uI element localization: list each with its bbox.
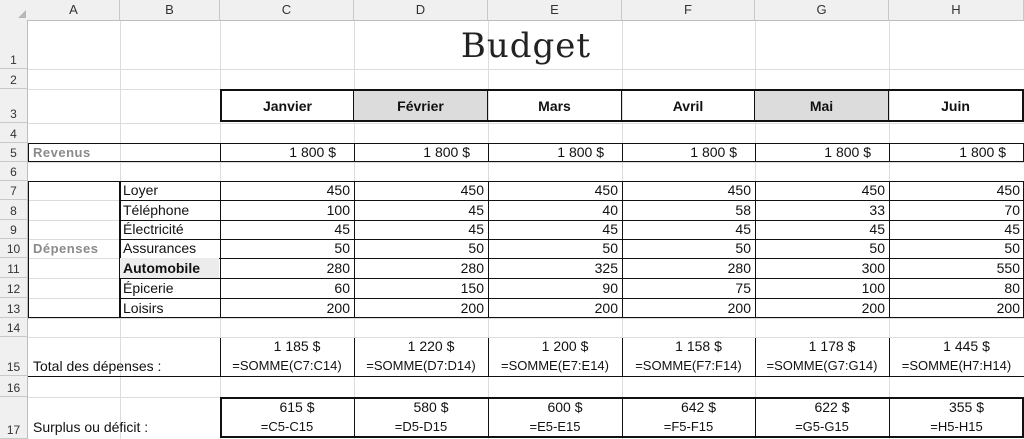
expense-name-cell[interactable]: Assurances [123, 240, 197, 256]
total-formula-cell[interactable]: =SOMME(H7:H14) [901, 358, 1012, 373]
row-number: 16 [6, 381, 21, 395]
column-header-a[interactable]: A [28, 0, 120, 21]
select-all-corner[interactable] [0, 0, 29, 21]
expense-value-cell[interactable]: 300 [861, 260, 885, 276]
expense-value-cell[interactable]: 100 [861, 280, 885, 296]
sheet-title: Budget [460, 26, 592, 66]
expense-value-cell[interactable]: 50 [869, 240, 885, 256]
expense-value-cell[interactable]: 550 [996, 260, 1020, 276]
row-header-6[interactable] [0, 162, 28, 181]
month-header-cell[interactable]: Janvier [220, 89, 354, 122]
surplus-value-cell[interactable]: 622 $ [814, 399, 850, 415]
row-header-2[interactable] [0, 69, 28, 89]
column-header-h[interactable]: H [889, 0, 1024, 21]
expense-name-cell[interactable]: Loisirs [123, 300, 164, 316]
row-header-7[interactable] [0, 181, 28, 200]
column-header-e[interactable]: E [488, 0, 622, 21]
expense-value-cell[interactable]: 150 [460, 280, 484, 296]
row-number: 4 [10, 127, 17, 141]
surplus-value-cell[interactable]: 615 $ [279, 399, 315, 415]
expense-value-cell[interactable]: 200 [861, 300, 885, 316]
expense-value-cell[interactable]: 58 [735, 202, 751, 218]
expense-value-cell[interactable]: 50 [334, 240, 350, 256]
row-header-17[interactable] [0, 397, 28, 439]
total-value-cell[interactable]: 1 158 $ [675, 338, 722, 354]
expense-value-cell[interactable]: 45 [869, 221, 885, 237]
total-formula-cell[interactable]: =SOMME(D7:D14) [366, 358, 476, 373]
row-header-8[interactable] [0, 200, 28, 220]
expense-value-cell[interactable]: 45 [1004, 221, 1020, 237]
expense-value-cell[interactable]: 450 [460, 182, 484, 198]
surplus-label[interactable]: Surplus ou déficit : [33, 419, 149, 435]
revenue-label[interactable]: Revenus [33, 145, 91, 160]
surplus-value-cell[interactable]: 642 $ [680, 399, 717, 415]
row-number: 11 [7, 262, 20, 276]
surplus-formula-cell[interactable]: =E5-E15 [529, 419, 581, 434]
expense-name-cell[interactable]: Loyer [123, 182, 159, 198]
expense-value-cell[interactable]: 200 [727, 300, 751, 316]
row-number: 14 [6, 321, 21, 335]
expense-value-cell[interactable]: 450 [326, 182, 350, 198]
row-number: 7 [10, 184, 17, 198]
expense-value-cell[interactable]: 100 [326, 202, 350, 218]
surplus-value-cell[interactable]: 600 $ [547, 399, 583, 415]
expense-value-cell[interactable]: 200 [460, 300, 484, 316]
month-header-cell[interactable]: Juin [889, 89, 1024, 122]
row-number: 9 [10, 223, 17, 237]
row-number: 12 [6, 282, 21, 296]
row-number: 3 [10, 107, 17, 121]
gridline-horizontal [28, 162, 1024, 163]
month-header-cell[interactable]: Avril [622, 89, 755, 122]
surplus-value-cell[interactable]: 580 $ [413, 399, 449, 415]
surplus-value-cell[interactable]: 355 $ [948, 399, 985, 415]
row-header-15[interactable] [0, 337, 28, 376]
total-formula-cell[interactable]: =SOMME(G7:G14) [766, 358, 878, 373]
row-header-10[interactable] [0, 239, 28, 258]
revenue-cell[interactable]: 1 800 $ [824, 144, 871, 160]
row-number: 6 [10, 165, 17, 179]
expense-value-cell[interactable]: 200 [594, 300, 618, 316]
expense-value-cell[interactable]: 70 [1004, 202, 1020, 218]
expense-value-cell[interactable]: 50 [602, 240, 618, 256]
gridline-horizontal [28, 318, 1024, 319]
surplus-formula-cell[interactable]: =C5-C15 [260, 419, 314, 434]
row-header-4[interactable] [0, 123, 28, 143]
total-formula-cell[interactable]: =SOMME(C7:C14) [232, 358, 342, 373]
expense-value-cell[interactable]: 50 [1004, 240, 1020, 256]
column-header-f[interactable]: F [622, 0, 755, 21]
expense-value-cell[interactable]: 200 [326, 300, 350, 316]
surplus-formula-cell[interactable]: =H5-H15 [930, 419, 983, 434]
surplus-formula-cell[interactable]: =G5-G15 [795, 419, 849, 434]
expense-value-cell[interactable]: 450 [727, 182, 751, 198]
total-value-cell[interactable]: 1 178 $ [808, 338, 856, 354]
total-formula-cell[interactable]: =SOMME(F7:F14) [635, 358, 742, 373]
row-header-1[interactable] [0, 20, 28, 69]
row-header-16[interactable] [0, 376, 28, 397]
expense-name-cell[interactable]: Épicerie [123, 280, 174, 296]
expense-value-cell[interactable]: 45 [468, 221, 484, 237]
expense-value-cell[interactable]: 450 [996, 182, 1020, 198]
row-header-14[interactable] [0, 318, 28, 337]
surplus-formula-cell[interactable]: =D5-D15 [394, 419, 448, 434]
expense-value-cell[interactable]: 45 [468, 202, 484, 218]
month-header-cell[interactable]: Mars [488, 89, 622, 122]
total-formula-cell[interactable]: =SOMME(E7:E14) [500, 358, 609, 373]
total-value-cell[interactable]: 1 220 $ [407, 338, 455, 354]
row-header-13[interactable] [0, 298, 28, 318]
expense-value-cell[interactable]: 200 [996, 300, 1020, 316]
gridline-horizontal [28, 123, 1024, 124]
expense-value-cell[interactable]: 80 [1004, 280, 1020, 296]
total-value-cell[interactable]: 1 200 $ [541, 338, 589, 354]
row-header-12[interactable] [0, 278, 28, 298]
row-header-3[interactable] [0, 89, 28, 123]
expense-value-cell[interactable]: 45 [602, 221, 618, 237]
total-label[interactable]: Total des dépenses : [33, 358, 162, 374]
row-header-9[interactable] [0, 220, 28, 239]
expense-value-cell[interactable]: 50 [735, 240, 751, 256]
expense-value-cell[interactable]: 50 [468, 240, 484, 256]
expense-value-cell[interactable]: 60 [334, 280, 350, 296]
column-header-b[interactable]: B [120, 0, 220, 21]
expense-value-cell[interactable]: 450 [594, 182, 618, 198]
expense-value-cell[interactable]: 45 [735, 221, 751, 237]
expenses-label[interactable]: Dépenses [33, 241, 99, 256]
row-number: 15 [6, 360, 21, 374]
revenue-cell[interactable]: 1 800 $ [690, 144, 737, 160]
row-header-11[interactable] [0, 258, 28, 278]
revenue-cell[interactable]: 1 800 $ [959, 144, 1006, 160]
expense-value-cell[interactable]: 280 [727, 260, 751, 276]
expense-value-cell[interactable]: 450 [861, 182, 885, 198]
row-number: 5 [10, 146, 17, 160]
row-number: 17 [6, 423, 21, 437]
column-header-c[interactable]: C [220, 0, 354, 21]
total-value-cell[interactable]: 1 185 $ [273, 338, 321, 354]
revenue-cell[interactable]: 1 800 $ [557, 144, 604, 160]
row-number: 2 [10, 73, 17, 87]
surplus-formula-cell[interactable]: =F5-F15 [663, 419, 714, 434]
expense-value-cell[interactable]: 90 [602, 280, 618, 296]
expense-value-cell[interactable]: 325 [594, 260, 618, 276]
row-header-5[interactable] [0, 143, 28, 162]
expense-name-cell[interactable]: Automobile [120, 258, 219, 278]
row-number: 1 [10, 53, 17, 67]
revenue-cell[interactable]: 1 800 $ [423, 144, 470, 160]
expense-name-cell[interactable]: Électricité [123, 221, 184, 237]
column-header-g[interactable]: G [755, 0, 889, 21]
select-all-icon [18, 10, 26, 18]
expense-value-cell[interactable]: 33 [869, 202, 885, 218]
expense-name-cell[interactable]: Téléphone [123, 202, 190, 218]
expense-value-cell[interactable]: 40 [602, 202, 618, 218]
expense-value-cell[interactable]: 45 [334, 221, 350, 237]
month-header-cell[interactable]: Mai [755, 89, 889, 122]
total-underline [28, 376, 1024, 377]
month-header-cell[interactable]: Février [354, 89, 488, 122]
total-value-cell[interactable]: 1 445 $ [943, 338, 990, 354]
row-number: 8 [10, 204, 17, 218]
row-number: 10 [6, 242, 21, 256]
expense-value-cell[interactable]: 280 [326, 260, 350, 276]
expense-value-cell[interactable]: 280 [460, 260, 484, 276]
row-number: 13 [6, 302, 21, 316]
column-header-d[interactable]: D [354, 0, 488, 21]
expense-value-cell[interactable]: 75 [735, 280, 751, 296]
revenue-cell[interactable]: 1 800 $ [289, 144, 336, 160]
